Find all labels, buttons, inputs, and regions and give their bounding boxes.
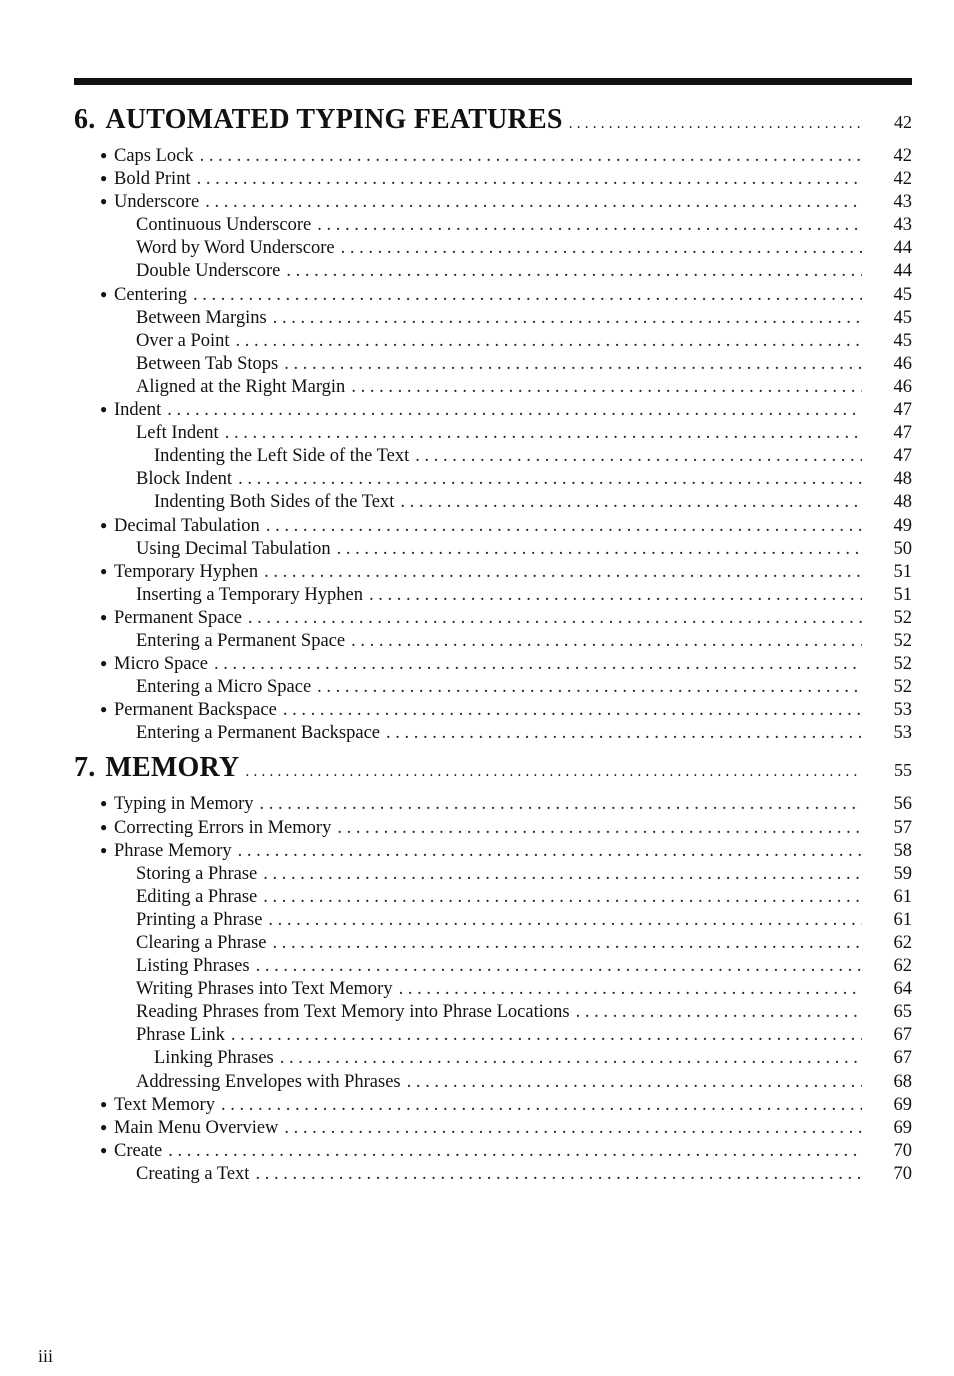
dot-leader	[273, 308, 862, 329]
toc-entry-label: Aligned at the Right Margin	[136, 376, 346, 397]
bullet-icon: ●	[100, 148, 108, 162]
toc-entry-page-number: 46	[893, 353, 912, 374]
toc-entry-page-number: 59	[893, 863, 912, 884]
toc-entry[interactable]	[74, 308, 912, 331]
toc-entry-page-number: 52	[893, 677, 912, 698]
chapter-number: 7.	[74, 752, 96, 784]
toc-entry-page-number: 50	[893, 538, 912, 559]
toc-entry-label: Printing a Phrase	[136, 909, 263, 930]
chapter-heading	[74, 752, 912, 794]
toc-entry-page-number: 43	[893, 192, 912, 213]
bullet-icon: ●	[100, 819, 108, 834]
bullet-icon: ●	[100, 609, 108, 624]
bullet-icon: ●	[100, 1119, 108, 1134]
toc-entry[interactable]	[74, 654, 912, 677]
toc-entry-page-number: 47	[893, 423, 912, 444]
table-of-contents	[74, 104, 912, 1187]
toc-entry[interactable]	[74, 1118, 912, 1141]
toc-entry[interactable]	[74, 910, 912, 933]
toc-entry-page-number: 65	[893, 1002, 912, 1023]
toc-entry-page-number: 52	[893, 630, 912, 651]
toc-entry-label: Entering a Permanent Space	[136, 630, 346, 651]
dot-leader	[255, 1164, 862, 1185]
bullet-icon: ●	[100, 796, 108, 811]
dot-leader	[268, 910, 862, 931]
toc-entry[interactable]	[74, 794, 912, 817]
toc-entry-label: Entering a Micro Space	[136, 677, 312, 698]
toc-entry[interactable]	[74, 933, 912, 956]
toc-entry-page-number: 46	[893, 376, 912, 397]
toc-entry-label: Create	[114, 1140, 163, 1161]
toc-entry-page-number: 47	[893, 446, 912, 467]
toc-entry-label: Reading Phrases from Text Memory into Phrase Locations	[136, 1002, 570, 1023]
dot-leader	[193, 285, 862, 306]
dot-leader	[248, 608, 862, 629]
dot-leader	[266, 516, 862, 537]
toc-entry-label: Main Menu Overview	[114, 1117, 279, 1138]
toc-entry[interactable]	[74, 608, 912, 631]
toc-entry[interactable]	[74, 423, 912, 446]
toc-entry-label: Editing a Phrase	[136, 886, 258, 907]
toc-entry-label: Bold Print	[114, 169, 191, 190]
toc-entry-page-number: 67	[893, 1025, 912, 1046]
dot-leader	[569, 115, 862, 133]
toc-entry-label: Storing a Phrase	[136, 863, 258, 884]
toc-entry[interactable]	[74, 841, 912, 864]
toc-entry-label: Indent	[114, 400, 162, 421]
toc-entry-label: Permanent Space	[114, 607, 242, 628]
dot-leader	[225, 423, 862, 444]
toc-entry[interactable]	[74, 700, 912, 723]
dot-leader	[337, 818, 862, 839]
toc-entry[interactable]	[74, 285, 912, 308]
chapter-page-number: 55	[894, 760, 912, 781]
bullet-icon: ●	[100, 171, 108, 186]
toc-entry[interactable]	[74, 1002, 912, 1025]
toc-entry-page-number: 45	[893, 307, 912, 328]
toc-entry-label: Phrase Link	[136, 1025, 225, 1046]
toc-entry[interactable]	[74, 539, 912, 562]
toc-entry-label: Entering a Permanent Backspace	[136, 723, 380, 744]
toc-entry-page-number: 57	[893, 817, 912, 838]
dot-leader	[284, 354, 862, 375]
toc-entry[interactable]	[74, 631, 912, 654]
toc-entry-page-number: 53	[893, 723, 912, 744]
toc-entry-label: Over a Point	[136, 330, 230, 351]
toc-entry-label: Double Underscore	[136, 261, 281, 282]
toc-entry-page-number: 68	[893, 1071, 912, 1092]
toc-entry-label: Word by Word Underscore	[136, 238, 335, 259]
toc-entry-label: Centering	[114, 284, 187, 305]
toc-entry-page-number: 69	[893, 1094, 912, 1115]
toc-entry[interactable]	[74, 562, 912, 585]
top-rule	[74, 78, 912, 85]
toc-entry[interactable]	[74, 979, 912, 1002]
chapter-page-number: 42	[894, 112, 912, 132]
dot-leader	[168, 1141, 862, 1162]
dot-leader	[317, 215, 862, 236]
toc-entry-page-number: 45	[893, 284, 912, 305]
toc-entry[interactable]	[74, 169, 912, 192]
toc-entry-label: Inserting a Temporary Hyphen	[136, 584, 363, 605]
toc-entry-page-number: 44	[893, 238, 912, 259]
toc-entry-page-number: 47	[893, 400, 912, 421]
bullet-icon: ●	[100, 702, 108, 717]
toc-entry-page-number: 52	[893, 654, 912, 675]
dot-leader	[197, 169, 862, 190]
toc-entry[interactable]	[74, 585, 912, 608]
toc-entry-label: Continuous Underscore	[136, 215, 312, 236]
page-folio: iii	[38, 1346, 54, 1366]
toc-entry-label: Between Tab Stops	[136, 353, 279, 374]
toc-entry[interactable]	[74, 1164, 912, 1187]
toc-entry[interactable]	[74, 492, 912, 515]
toc-entry-label: Decimal Tabulation	[114, 515, 260, 536]
dot-leader	[238, 841, 862, 862]
dot-leader	[341, 238, 862, 259]
toc-entry[interactable]	[74, 1048, 912, 1071]
bullet-icon: ●	[100, 194, 108, 209]
toc-entry-page-number: 49	[893, 515, 912, 536]
toc-entry[interactable]	[74, 238, 912, 261]
dot-leader	[236, 331, 862, 352]
toc-entry-page-number: 61	[893, 886, 912, 907]
toc-entry[interactable]	[74, 446, 912, 469]
chapter-title-text: MEMORY	[105, 752, 240, 784]
chapter-title	[74, 752, 239, 784]
toc-entry[interactable]	[74, 1095, 912, 1118]
toc-entry-label: Listing Phrases	[136, 956, 250, 977]
dot-leader	[263, 887, 862, 908]
dot-leader	[238, 469, 862, 490]
dot-leader	[351, 377, 862, 398]
toc-entry-page-number: 48	[893, 492, 912, 513]
dot-leader	[386, 723, 862, 744]
toc-entry-page-number: 51	[893, 584, 912, 605]
dot-leader	[286, 261, 862, 282]
toc-entry[interactable]	[74, 864, 912, 887]
toc-entry-page-number: 70	[893, 1140, 912, 1161]
dot-leader	[260, 794, 863, 815]
toc-entry[interactable]	[74, 400, 912, 423]
dot-leader	[351, 631, 862, 652]
toc-entry-page-number: 58	[893, 840, 912, 861]
toc-entry-page-number: 48	[893, 469, 912, 490]
toc-entry[interactable]	[74, 261, 912, 284]
toc-entry-label: Addressing Envelopes with Phrases	[136, 1071, 401, 1092]
dot-leader	[273, 933, 863, 954]
bullet-icon: ●	[100, 656, 108, 671]
toc-entry[interactable]	[74, 1141, 912, 1164]
dot-leader	[263, 864, 862, 885]
dot-leader	[407, 1072, 862, 1093]
toc-entry-label: Between Margins	[136, 307, 267, 328]
dot-leader	[369, 585, 862, 606]
toc-entry-page-number: 67	[893, 1048, 912, 1069]
dot-leader	[576, 1002, 862, 1023]
dot-leader	[231, 1025, 862, 1046]
toc-entry[interactable]	[74, 723, 912, 746]
bullet-icon: ●	[100, 842, 108, 857]
dot-leader	[337, 539, 862, 560]
toc-entry-label: Correcting Errors in Memory	[114, 817, 332, 838]
bullet-icon: ●	[100, 1142, 108, 1157]
chapter-title-text: AUTOMATED TYPING FEATURES	[105, 104, 563, 135]
toc-entry-page-number: 61	[893, 909, 912, 930]
bullet-icon: ●	[100, 402, 108, 417]
dot-leader	[317, 677, 862, 698]
toc-entry-label: Using Decimal Tabulation	[136, 538, 331, 559]
toc-entry-label: Creating a Text	[136, 1163, 250, 1184]
bullet-icon: ●	[100, 517, 108, 532]
toc-entry-label: Indenting the Left Side of the Text	[154, 446, 410, 467]
toc-entry-label: Left Indent	[136, 423, 219, 444]
toc-entry[interactable]	[74, 818, 912, 841]
toc-entry-label: Text Memory	[114, 1094, 215, 1115]
toc-entry-page-number: 62	[893, 933, 912, 953]
toc-entry[interactable]	[74, 192, 912, 215]
toc-entry[interactable]	[74, 956, 912, 979]
toc-entry-page-number: 53	[893, 700, 912, 721]
toc-entry[interactable]	[74, 146, 912, 169]
toc-entry[interactable]	[74, 377, 912, 400]
toc-entry-label: Caps Lock	[114, 146, 194, 166]
dot-leader	[205, 192, 862, 213]
bullet-icon: ●	[100, 1096, 108, 1111]
toc-entry-page-number: 51	[893, 561, 912, 582]
toc-entry-page-number: 70	[893, 1163, 912, 1184]
dot-leader	[415, 446, 862, 467]
dot-leader	[245, 763, 862, 781]
toc-entry-page-number: 44	[893, 261, 912, 282]
bullet-icon: ●	[100, 286, 108, 301]
toc-entry-label: Clearing a Phrase	[136, 933, 267, 953]
toc-entry[interactable]	[74, 215, 912, 238]
dot-leader	[264, 562, 862, 583]
toc-entry[interactable]	[74, 1025, 912, 1048]
dot-leader	[256, 956, 862, 977]
toc-entry[interactable]	[74, 677, 912, 700]
dot-leader	[214, 654, 862, 675]
toc-entry-page-number: 52	[893, 607, 912, 628]
toc-entry-label: Block Indent	[136, 469, 233, 490]
dot-leader	[284, 1118, 862, 1139]
dot-leader	[283, 700, 862, 721]
toc-entry-page-number: 43	[893, 215, 912, 236]
chapter-heading	[74, 104, 912, 146]
toc-entry-page-number: 45	[893, 330, 912, 351]
dot-leader	[400, 492, 862, 513]
toc-entry-label: Linking Phrases	[154, 1048, 274, 1069]
toc-entry-page-number: 64	[893, 979, 912, 1000]
toc-entry[interactable]	[74, 331, 912, 354]
bullet-icon: ●	[100, 563, 108, 578]
toc-entry-label: Typing in Memory	[114, 794, 254, 815]
toc-entry-label: Phrase Memory	[114, 840, 232, 861]
toc-entry-page-number: 42	[893, 169, 912, 190]
toc-entry-label: Temporary Hyphen	[114, 561, 259, 582]
toc-entry[interactable]	[74, 469, 912, 492]
toc-entry-label: Underscore	[114, 192, 200, 213]
dot-leader	[399, 979, 862, 1000]
toc-entry-label: Writing Phrases into Text Memory	[136, 979, 393, 1000]
toc-entry-page-number: 42	[893, 146, 912, 166]
toc-entry[interactable]	[74, 887, 912, 910]
toc-entry[interactable]	[74, 516, 912, 539]
toc-entry-label: Indenting Both Sides of the Text	[154, 492, 395, 513]
toc-entry-label: Permanent Backspace	[114, 700, 277, 721]
chapter-number: 6.	[74, 104, 96, 135]
toc-entry[interactable]	[74, 1072, 912, 1095]
toc-entry-label: Micro Space	[114, 654, 209, 675]
toc-entry-page-number: 69	[893, 1117, 912, 1138]
dot-leader	[280, 1048, 862, 1069]
toc-entry-page-number: 56	[893, 794, 912, 815]
dot-leader	[167, 400, 862, 421]
toc-entry-page-number: 62	[893, 956, 912, 977]
dot-leader	[200, 146, 862, 167]
chapter-title	[74, 104, 563, 136]
dot-leader	[221, 1095, 862, 1116]
toc-entry[interactable]	[74, 354, 912, 377]
